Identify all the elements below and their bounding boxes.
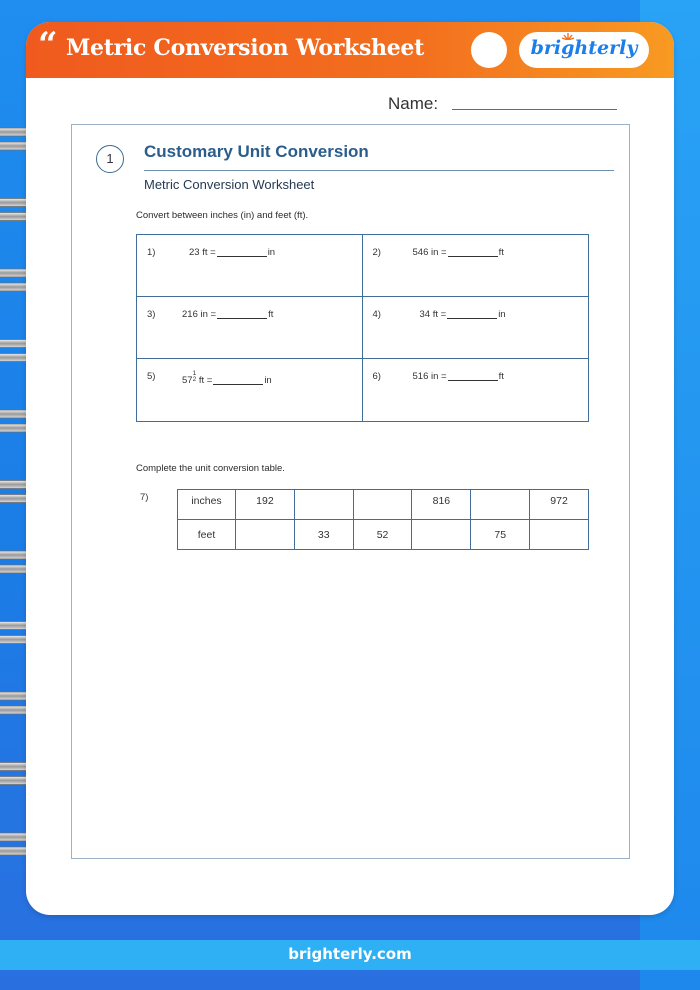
worksheet-title: Metric Conversion Worksheet — [66, 35, 424, 61]
table-cell[interactable] — [294, 490, 353, 520]
table-cell[interactable] — [353, 490, 412, 520]
problem-unit: in — [498, 309, 506, 320]
problem-number: 5) — [147, 371, 156, 382]
table-cell[interactable] — [412, 490, 471, 520]
fraction-denominator: 2 — [192, 375, 197, 383]
problem-cell — [137, 235, 363, 297]
problem-number: 3) — [147, 309, 156, 320]
conversion-table — [177, 489, 589, 550]
problem-unit: in — [264, 374, 272, 386]
cell-value: 75 — [494, 528, 507, 541]
name-input-line[interactable] — [452, 109, 617, 110]
problem-cell — [137, 359, 363, 421]
table-row — [178, 490, 589, 520]
problem-number: 6) — [372, 371, 381, 382]
problem-number: 7) — [140, 492, 149, 503]
problem-unit: ft — [498, 247, 504, 258]
problem-unit: ft — [498, 371, 504, 382]
problem-prompt: 34 ft = — [419, 309, 447, 320]
logo-text: brighterly — [530, 37, 638, 59]
answer-blank[interactable] — [448, 247, 498, 257]
cell-value: 52 — [376, 528, 389, 541]
problem-cell — [137, 297, 363, 359]
problem-text — [413, 371, 504, 382]
problem-unit: in — [267, 247, 276, 258]
table-cell[interactable] — [236, 490, 295, 520]
instructions-table: Complete the unit conversion table. — [136, 463, 285, 474]
fraction-numerator: 1 — [192, 370, 197, 377]
answer-blank[interactable] — [448, 371, 498, 381]
problem-unit: ft — [268, 309, 274, 320]
table-cell[interactable] — [530, 490, 589, 520]
table-cell[interactable] — [412, 520, 471, 550]
answer-blank[interactable] — [447, 309, 497, 319]
footer-band — [0, 940, 700, 970]
section-number: 1 — [96, 145, 124, 173]
row-header-text: inches — [191, 494, 222, 507]
problem-cell — [363, 359, 589, 421]
instructions-convert: Convert between inches (in) and feet (ft). — [136, 210, 309, 221]
mixed-number-fraction — [193, 371, 197, 383]
problem-number: 1) — [147, 247, 156, 258]
problem-text — [182, 309, 273, 320]
answer-blank[interactable] — [213, 375, 263, 385]
table-cell[interactable] — [353, 520, 412, 550]
name-label: Name: — [388, 94, 439, 113]
problem-prompt: 23 ft = — [189, 247, 216, 258]
answer-blank[interactable] — [217, 309, 267, 319]
problem-prompt: 516 in = — [412, 371, 447, 382]
row-header-text: feet — [197, 528, 216, 541]
table-row — [178, 520, 589, 550]
problem-text — [420, 309, 506, 320]
problem-grid — [136, 234, 589, 422]
problem-number: 4) — [372, 309, 381, 320]
title-banner — [26, 22, 674, 78]
cell-value: 192 — [256, 494, 274, 507]
problem-prompt: 546 in = — [412, 247, 447, 258]
worksheet-card — [26, 22, 674, 915]
problem-number: 2) — [372, 247, 381, 258]
mixed-number-whole: 57 — [182, 374, 193, 386]
table-cell[interactable] — [236, 520, 295, 550]
problem-cell — [363, 297, 589, 359]
answer-blank[interactable] — [217, 247, 267, 257]
brand-logo[interactable] — [519, 32, 649, 68]
problem-cell — [363, 235, 589, 297]
problem-prompt: ft = — [198, 374, 213, 386]
worksheet-frame — [71, 124, 630, 859]
quote-icon: “ — [38, 25, 58, 65]
cell-value: 33 — [317, 528, 330, 541]
row-header — [178, 490, 236, 520]
table-cell[interactable] — [530, 520, 589, 550]
circle-icon — [471, 32, 507, 68]
table-cell[interactable] — [471, 490, 530, 520]
problem-text — [189, 247, 275, 258]
title-divider — [144, 170, 614, 171]
row-header — [178, 520, 236, 550]
problem-text — [182, 371, 272, 386]
section-title: Customary Unit Conversion — [144, 142, 369, 161]
table-cell[interactable] — [471, 520, 530, 550]
cell-value: 972 — [550, 494, 568, 507]
problem-text — [413, 247, 504, 258]
footer-link[interactable]: brighterly.com — [288, 945, 412, 963]
table-cell[interactable] — [294, 520, 353, 550]
problem-prompt: 216 in = — [182, 309, 217, 320]
section-subtitle: Metric Conversion Worksheet — [144, 177, 315, 192]
cell-value: 816 — [432, 494, 451, 507]
